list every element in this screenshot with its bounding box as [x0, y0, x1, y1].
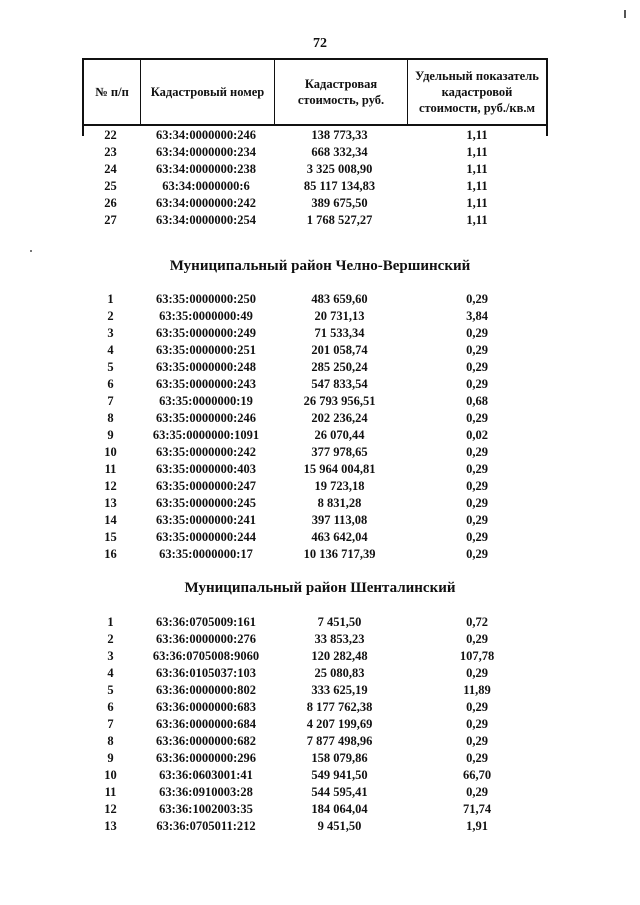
cadastral-value: 33 853,23: [314, 632, 365, 646]
cadastral-number: 63:36:0105037:103: [156, 666, 256, 680]
cadastral-number: 63:36:0603001:41: [159, 768, 253, 782]
table-row: [82, 127, 548, 144]
table-row: [82, 648, 548, 665]
table-row: [82, 444, 548, 461]
specific-value: 1,11: [466, 196, 488, 210]
row-number: 24: [104, 162, 117, 176]
row-number: 6: [107, 377, 114, 391]
specific-value: 0,29: [466, 751, 488, 765]
table-row: [82, 614, 548, 631]
row-number: 22: [104, 128, 117, 142]
specific-value: 0,29: [466, 785, 488, 799]
cadastral-number: 63:36:0705009:161: [156, 615, 256, 629]
row-number: 10: [104, 445, 117, 459]
specific-value: 1,11: [466, 162, 488, 176]
table-row: [82, 161, 548, 178]
row-number: 2: [107, 632, 114, 646]
cadastral-value: 202 236,24: [311, 411, 368, 425]
table-row: [82, 750, 548, 767]
cadastral-number: 63:35:0000000:246: [156, 411, 256, 425]
cadastral-value: 184 064,04: [311, 802, 368, 816]
cadastral-number: 63:35:0000000:249: [156, 326, 256, 340]
table-row: [82, 212, 548, 229]
cadastral-value: 544 595,41: [311, 785, 368, 799]
row-number: 4: [107, 666, 114, 680]
cadastral-value: 463 642,04: [311, 530, 368, 544]
cadastral-value: 285 250,24: [311, 360, 368, 374]
cadastral-number: 63:36:0910003:28: [159, 785, 253, 799]
row-number: 26: [104, 196, 117, 210]
row-number: 8: [107, 411, 114, 425]
specific-value: 0,29: [466, 547, 488, 561]
cadastral-number: 63:35:0000000:248: [156, 360, 256, 374]
cadastral-value: 668 332,34: [311, 145, 368, 159]
specific-value: 1,11: [466, 128, 488, 142]
row-number: 9: [107, 751, 114, 765]
table-row: [82, 376, 548, 393]
specific-value: 0,29: [466, 717, 488, 731]
cadastral-value: 547 833,54: [311, 377, 368, 391]
cadastral-number: 63:34:0000000:6: [162, 179, 250, 193]
row-number: 23: [104, 145, 117, 159]
cadastral-number: 63:35:0000000:247: [156, 479, 256, 493]
cadastral-number: 63:35:0000000:250: [156, 292, 256, 306]
header-specific: Удельный показатель кадастровой стоимости, руб./кв.м: [415, 69, 539, 115]
table-block-3: [82, 614, 548, 835]
table-row: [82, 546, 548, 563]
specific-value: 0,29: [466, 632, 488, 646]
specific-value: 0,29: [466, 666, 488, 680]
cadastral-value: 15 964 004,81: [303, 462, 376, 476]
table-row: [82, 291, 548, 308]
cadastral-value: 85 117 134,83: [303, 179, 376, 193]
table-row: [82, 512, 548, 529]
row-number: 5: [107, 360, 114, 374]
table-row: [82, 699, 548, 716]
header-num: № п/п: [84, 60, 141, 124]
cadastral-value: 19 723,18: [314, 479, 365, 493]
specific-value: 0,29: [466, 343, 488, 357]
cadastral-number: 63:35:0000000:243: [156, 377, 256, 391]
cadastral-number: 63:35:0000000:241: [156, 513, 256, 527]
cadastral-value: 10 136 717,39: [303, 547, 376, 561]
cadastral-value: 483 659,60: [311, 292, 368, 306]
specific-value: 0,29: [466, 462, 488, 476]
row-number: 5: [107, 683, 114, 697]
cadastral-number: 63:36:0000000:276: [156, 632, 256, 646]
cadastral-number: 63:35:0000000:251: [156, 343, 256, 357]
specific-value: 66,70: [462, 768, 492, 782]
table-header: [82, 58, 548, 126]
table-block-2: [82, 291, 548, 563]
specific-value: 0,29: [466, 479, 488, 493]
cadastral-number: 63:36:0000000:684: [156, 717, 256, 731]
specific-value: 0,29: [466, 734, 488, 748]
cadastral-number: 63:36:0000000:296: [156, 751, 256, 765]
cadastral-value: 4 207 199,69: [306, 717, 373, 731]
cadastral-value: 3 325 008,90: [306, 162, 373, 176]
cadastral-value: 20 731,13: [314, 309, 365, 323]
table-row: [82, 359, 548, 376]
row-number: 2: [107, 309, 114, 323]
table-row: [82, 631, 548, 648]
cadastral-number: 63:34:0000000:238: [156, 162, 256, 176]
table-row: [82, 325, 548, 342]
page-number: 72: [313, 36, 327, 51]
cadastral-number: 63:34:0000000:242: [156, 196, 256, 210]
specific-value: 0,29: [466, 360, 488, 374]
table-row: [82, 767, 548, 784]
cadastral-number: 63:35:0000000:403: [156, 462, 256, 476]
cadastral-number: 63:36:0705008:9060: [152, 649, 260, 663]
cadastral-number: 63:35:0000000:244: [156, 530, 256, 544]
table-row: [82, 178, 548, 195]
row-number: 27: [104, 213, 117, 227]
table-row: [82, 478, 548, 495]
specific-value: 1,11: [466, 179, 488, 193]
cadastral-value: 333 625,19: [311, 683, 368, 697]
table-row: [82, 393, 548, 410]
row-number: 9: [107, 428, 114, 442]
cadastral-number: 63:35:0000000:1091: [152, 428, 260, 442]
cadastral-value: 9 451,50: [317, 819, 362, 833]
table-block-1: [82, 127, 548, 229]
cadastral-value: 26 793 956,51: [303, 394, 376, 408]
cadastral-value: 8 831,28: [317, 496, 362, 510]
cadastral-value: 8 177 762,38: [306, 700, 373, 714]
cadastral-value: 389 675,50: [311, 196, 368, 210]
cadastral-value: 377 978,65: [311, 445, 368, 459]
cadastral-number: 63:34:0000000:234: [156, 145, 256, 159]
cadastral-number: 63:35:0000000:19: [159, 394, 253, 408]
cadastral-value: 138 773,33: [311, 128, 368, 142]
cadastral-value: 120 282,48: [311, 649, 368, 663]
section-title-chelno-vershinsky: Муниципальный район Челно-Вершинский: [169, 258, 471, 274]
row-number: 11: [104, 785, 117, 799]
specific-value: 0,29: [466, 377, 488, 391]
cadastral-value: 201 058,74: [311, 343, 368, 357]
table-row: [82, 733, 548, 750]
row-number: 6: [107, 700, 114, 714]
table-row: [82, 144, 548, 161]
cadastral-number: 63:35:0000000:245: [156, 496, 256, 510]
specific-value: 11,89: [463, 683, 491, 697]
specific-value: 3,84: [466, 309, 488, 323]
row-number: 4: [107, 343, 114, 357]
section-title-shentalinsky: Муниципальный район Шенталинский: [184, 580, 456, 596]
cadastral-number: 63:36:0000000:802: [156, 683, 256, 697]
specific-value: 0,29: [466, 530, 488, 544]
specific-value: 1,91: [466, 819, 488, 833]
row-number: 13: [104, 496, 117, 510]
cadastral-number: 63:34:0000000:254: [156, 213, 256, 227]
row-number: 7: [107, 394, 114, 408]
cadastral-value: 158 079,86: [311, 751, 368, 765]
table-row: [82, 716, 548, 733]
specific-value: 0,29: [466, 445, 488, 459]
table-row: [82, 495, 548, 512]
cadastral-value: 7 451,50: [317, 615, 362, 629]
scan-dot: [30, 250, 32, 252]
specific-value: 0,68: [466, 394, 488, 408]
specific-value: 71,74: [462, 802, 492, 816]
row-number: 1: [107, 615, 114, 629]
specific-value: 0,29: [466, 411, 488, 425]
cadastral-number: 63:34:0000000:246: [156, 128, 256, 142]
cadastral-number: 63:36:1002003:35: [159, 802, 253, 816]
specific-value: 0,72: [466, 615, 488, 629]
row-number: 15: [104, 530, 117, 544]
row-number: 16: [104, 547, 117, 561]
cadastral-value: 25 080,83: [314, 666, 365, 680]
cadastral-value: 397 113,08: [311, 513, 368, 527]
row-number: 14: [104, 513, 117, 527]
specific-value: 0,29: [466, 496, 488, 510]
table-row: [82, 784, 548, 801]
table-row: [82, 665, 548, 682]
header-cadastral: Кадастровый номер: [141, 60, 275, 124]
row-number: 10: [104, 768, 117, 782]
specific-value: 0,29: [466, 700, 488, 714]
table-row: [82, 801, 548, 818]
cadastral-number: 63:35:0000000:17: [159, 547, 253, 561]
scan-mark: [624, 10, 626, 18]
cadastral-number: 63:36:0000000:682: [156, 734, 256, 748]
row-number: 3: [107, 326, 114, 340]
row-number: 11: [104, 462, 117, 476]
cadastral-number: 63:35:0000000:242: [156, 445, 256, 459]
specific-value: 107,78: [459, 649, 495, 663]
row-number: 8: [107, 734, 114, 748]
row-number: 1: [107, 292, 114, 306]
specific-value: 0,29: [466, 513, 488, 527]
row-number: 13: [104, 819, 117, 833]
table-row: [82, 529, 548, 546]
cadastral-value: 1 768 527,27: [306, 213, 373, 227]
table-row: [82, 195, 548, 212]
cadastral-value: 26 070,44: [314, 428, 365, 442]
cadastral-number: 63:36:0000000:683: [156, 700, 256, 714]
row-number: 12: [104, 802, 117, 816]
row-number: 25: [104, 179, 117, 193]
specific-value: 1,11: [466, 145, 488, 159]
cadastral-value: 71 533,34: [314, 326, 365, 340]
header-value: Кадастровая стоимость, руб.: [275, 60, 408, 124]
table-row: [82, 410, 548, 427]
table-row: [82, 461, 548, 478]
cadastral-value: 7 877 498,96: [306, 734, 373, 748]
row-number: 7: [107, 717, 114, 731]
row-number: 12: [104, 479, 117, 493]
cadastral-number: 63:36:0705011:212: [156, 819, 256, 833]
cadastral-number: 63:35:0000000:49: [159, 309, 253, 323]
row-number: 3: [107, 649, 114, 663]
specific-value: 0,02: [466, 428, 488, 442]
cadastral-value: 549 941,50: [311, 768, 368, 782]
table-row: [82, 818, 548, 835]
specific-value: 1,11: [466, 213, 488, 227]
specific-value: 0,29: [466, 292, 488, 306]
table-row: [82, 427, 548, 444]
table-row: [82, 308, 548, 325]
specific-value: 0,29: [466, 326, 488, 340]
table-row: [82, 342, 548, 359]
table-row: [82, 682, 548, 699]
